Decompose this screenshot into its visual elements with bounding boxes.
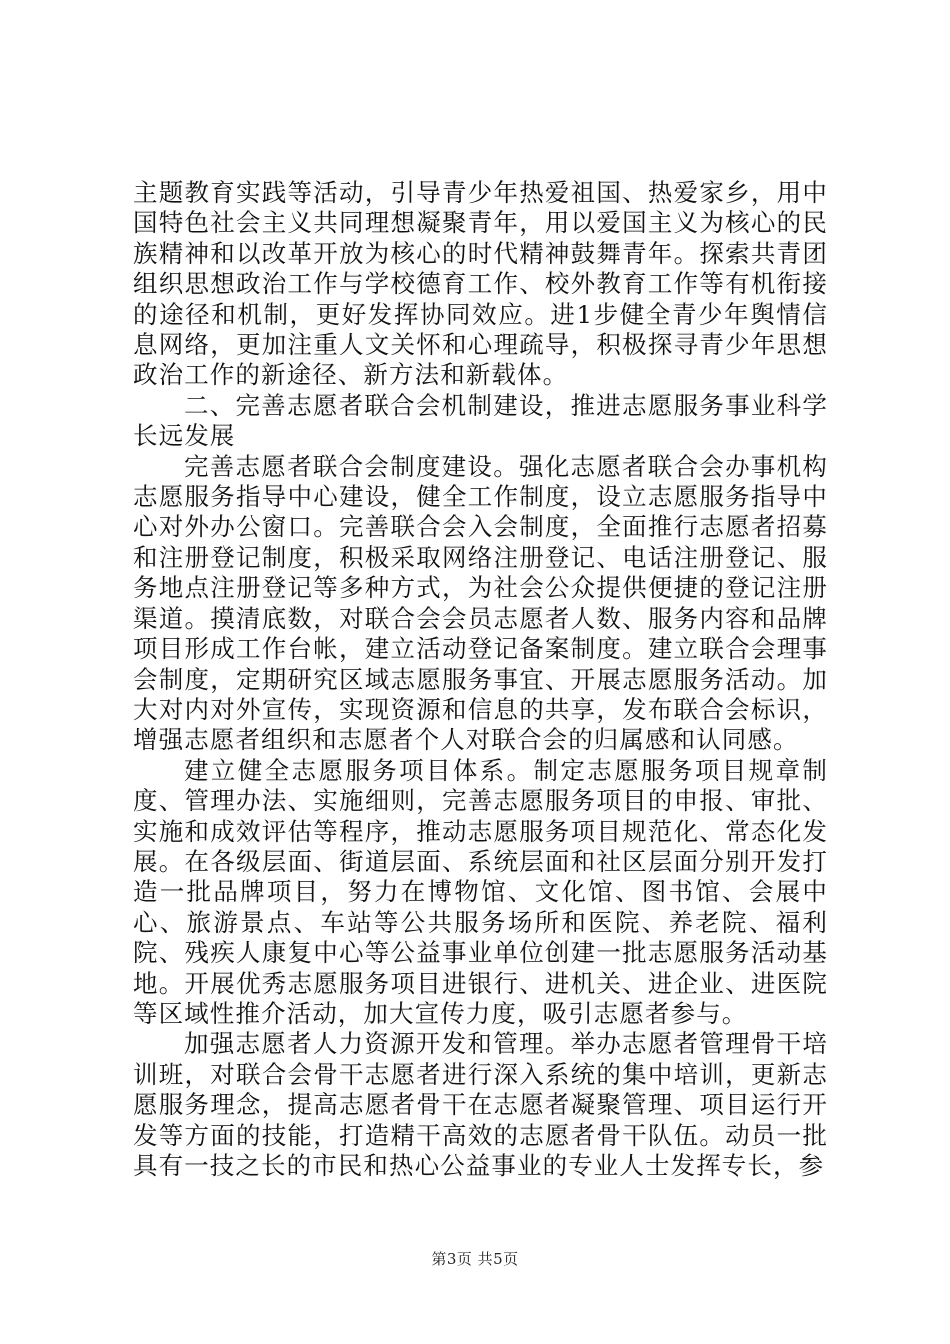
- paragraph-1: 主题教育实践等活动，引导青少年热爱祖国、热爱家乡，用中国特色社会主义共同理想凝聚青年，用以爱国主义为核心的民族精神和以改革开放为核心的时代精神鼓舞青年。探索共青团组织思想政治工作与学校德育工作、校外教育工作等有机衔接的途径和机制，更好发挥协同效应。进1步健全青少年舆情信息网络，更加注重人文关怀和心理疏导，积极探寻青少年思想政治工作的新途径、新方法和新载体。: [133, 178, 828, 390]
- section-heading: 二、完善志愿者联合会机制建设，推进志愿服务事业科学长远发展: [133, 390, 828, 451]
- page-footer: 第3页 共5页: [431, 1250, 519, 1268]
- document-body: [133, 178, 828, 1181]
- paragraph-4: 加强志愿者人力资源开发和管理。举办志愿者管理骨干培训班，对联合会骨干志愿者进行深入系统的集中培训，更新志愿服务理念，提高志愿者骨干在志愿者凝聚管理、项目运行开发等方面的技能，打造精干高效的志愿者骨干队伍。动员一批具有一技之长的市民和热心公益事业的专业人士发挥专长，参: [133, 1029, 828, 1180]
- paragraph-2: 完善志愿者联合会制度建设。强化志愿者联合会办事机构志愿服务指导中心建设，健全工作制度，设立志愿服务指导中心对外办公窗口。完善联合会入会制度，全面推行志愿者招募和注册登记制度，积极采取网络注册登记、电话注册登记、服务地点注册登记等多种方式，为社会公众提供便捷的登记注册渠道。摸清底数，对联合会会员志愿者人数、服务内容和品牌项目形成工作台帐，建立活动登记备案制度。建立联合会理事会制度，定期研究区域志愿服务事宜、开展志愿服务活动。加大对内对外宣传，实现资源和信息的共享，发布联合会标识，增强志愿者组织和志愿者个人对联合会的归属感和认同感。: [133, 451, 828, 755]
- paragraph-3: 建立健全志愿服务项目体系。制定志愿服务项目规章制度、管理办法、实施细则，完善志愿服务项目的申报、审批、实施和成效评估等程序，推动志愿服务项目规范化、常态化发展。在各级层面、街道层面、系统层面和社区层面分别开发打造一批品牌项目，努力在博物馆、文化馆、图书馆、会展中心、旅游景点、车站等公共服务场所和医院、养老院、福利院、残疾人康复中心等公益事业单位创建一批志愿服务活动基地。开展优秀志愿服务项目进银行、进机关、进企业、进医院等区域性推介活动，加大宣传力度，吸引志愿者参与。: [133, 755, 828, 1028]
